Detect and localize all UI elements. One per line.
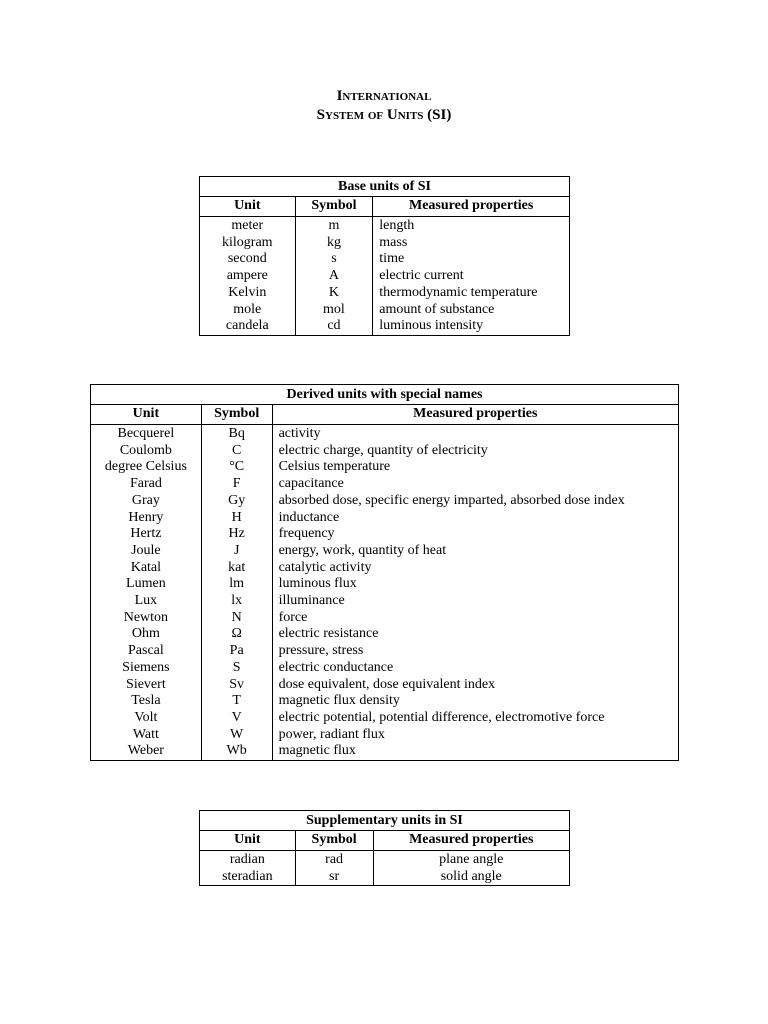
table-row xyxy=(200,302,570,319)
symbol-cell: Gy xyxy=(201,493,272,510)
property-cell: illuminance xyxy=(272,593,678,610)
column-header-properties: Measured properties xyxy=(272,405,678,425)
property-cell: electric charge, quantity of electricity xyxy=(272,443,678,460)
table-row xyxy=(200,251,570,268)
column-header-unit: Unit xyxy=(200,197,296,217)
table-row xyxy=(91,593,679,610)
column-header-unit: Unit xyxy=(200,831,296,851)
property-cell: capacitance xyxy=(272,476,678,493)
table-row xyxy=(91,543,679,560)
table-row xyxy=(91,743,679,760)
symbol-cell: W xyxy=(201,727,272,744)
symbol-cell: Bq xyxy=(201,425,272,443)
property-cell: plane angle xyxy=(373,851,570,869)
symbol-cell: lx xyxy=(201,593,272,610)
symbol-cell: °C xyxy=(201,459,272,476)
column-header-unit: Unit xyxy=(91,405,202,425)
table-row xyxy=(91,660,679,677)
property-cell: magnetic flux xyxy=(272,743,678,760)
table-row xyxy=(200,268,570,285)
unit-cell: Henry xyxy=(91,510,202,527)
property-cell: time xyxy=(373,251,570,268)
symbol-cell: H xyxy=(201,510,272,527)
unit-cell: degree Celsius xyxy=(91,459,202,476)
symbol-cell: F xyxy=(201,476,272,493)
unit-cell: candela xyxy=(200,318,296,335)
symbol-cell: Wb xyxy=(201,743,272,760)
symbol-cell: A xyxy=(295,268,373,285)
table-row xyxy=(91,493,679,510)
property-cell: pressure, stress xyxy=(272,643,678,660)
table-row xyxy=(91,610,679,627)
unit-cell: Hertz xyxy=(91,526,202,543)
property-cell: frequency xyxy=(272,526,678,543)
unit-cell: second xyxy=(200,251,296,268)
unit-cell: Lux xyxy=(91,593,202,610)
symbol-cell: K xyxy=(295,285,373,302)
property-cell: power, radiant flux xyxy=(272,727,678,744)
table-row xyxy=(91,693,679,710)
property-cell: length xyxy=(373,217,570,235)
property-cell: catalytic activity xyxy=(272,560,678,577)
symbol-cell: T xyxy=(201,693,272,710)
property-cell: luminous flux xyxy=(272,576,678,593)
table-row xyxy=(91,710,679,727)
property-cell: activity xyxy=(272,425,678,443)
symbol-cell: C xyxy=(201,443,272,460)
table-row xyxy=(200,285,570,302)
symbol-cell: S xyxy=(201,660,272,677)
unit-cell: Weber xyxy=(91,743,202,760)
table-row xyxy=(91,459,679,476)
unit-cell: radian xyxy=(200,851,296,869)
unit-cell: meter xyxy=(200,217,296,235)
property-cell: Celsius temperature xyxy=(272,459,678,476)
table-row xyxy=(91,510,679,527)
property-cell: luminous intensity xyxy=(373,318,570,335)
unit-cell: Newton xyxy=(91,610,202,627)
unit-cell: Farad xyxy=(91,476,202,493)
symbol-cell: Hz xyxy=(201,526,272,543)
symbol-cell: mol xyxy=(295,302,373,319)
property-cell: mass xyxy=(373,235,570,252)
table-caption: Supplementary units in SI xyxy=(200,811,570,831)
property-cell: amount of substance xyxy=(373,302,570,319)
property-cell: dose equivalent, dose equivalent index xyxy=(272,677,678,694)
base-units-table xyxy=(199,176,570,336)
table-row xyxy=(91,443,679,460)
table-row xyxy=(91,560,679,577)
unit-cell: Kelvin xyxy=(200,285,296,302)
table-row xyxy=(200,217,570,235)
unit-cell: Ohm xyxy=(91,626,202,643)
table-row xyxy=(200,235,570,252)
table-caption: Base units of SI xyxy=(200,177,570,197)
symbol-cell: kat xyxy=(201,560,272,577)
property-cell: electric resistance xyxy=(272,626,678,643)
table-row xyxy=(200,851,570,869)
symbol-cell: J xyxy=(201,543,272,560)
table-row xyxy=(91,643,679,660)
property-cell: thermodynamic temperature xyxy=(373,285,570,302)
symbol-cell: N xyxy=(201,610,272,627)
table-row xyxy=(91,476,679,493)
unit-cell: Volt xyxy=(91,710,202,727)
column-header-symbol: Symbol xyxy=(201,405,272,425)
table-row xyxy=(91,626,679,643)
symbol-cell: m xyxy=(295,217,373,235)
table-row xyxy=(200,869,570,886)
property-cell: electric conductance xyxy=(272,660,678,677)
table-row xyxy=(91,677,679,694)
title-line-1: International xyxy=(336,88,432,104)
title-line-2: System of Units (SI) xyxy=(316,107,452,123)
symbol-cell: cd xyxy=(295,318,373,335)
unit-cell: Becquerel xyxy=(91,425,202,443)
unit-cell: Lumen xyxy=(91,576,202,593)
symbol-cell: kg xyxy=(295,235,373,252)
symbol-cell: V xyxy=(201,710,272,727)
property-cell: magnetic flux density xyxy=(272,693,678,710)
table-row xyxy=(200,318,570,335)
symbol-cell: sr xyxy=(295,869,373,886)
property-cell: inductance xyxy=(272,510,678,527)
column-header-properties: Measured properties xyxy=(373,831,570,851)
column-header-properties: Measured properties xyxy=(373,197,570,217)
unit-cell: Watt xyxy=(91,727,202,744)
symbol-cell: Ω xyxy=(201,626,272,643)
table-caption: Derived units with special names xyxy=(91,385,679,405)
table-row xyxy=(91,727,679,744)
unit-cell: mole xyxy=(200,302,296,319)
unit-cell: Tesla xyxy=(91,693,202,710)
unit-cell: Pascal xyxy=(91,643,202,660)
table-row xyxy=(91,576,679,593)
unit-cell: Gray xyxy=(91,493,202,510)
unit-cell: steradian xyxy=(200,869,296,886)
symbol-cell: lm xyxy=(201,576,272,593)
column-header-symbol: Symbol xyxy=(295,831,373,851)
property-cell: electric current xyxy=(373,268,570,285)
table-row xyxy=(91,526,679,543)
symbol-cell: Sv xyxy=(201,677,272,694)
property-cell: energy, work, quantity of heat xyxy=(272,543,678,560)
derived-units-table xyxy=(90,384,679,761)
property-cell: electric potential, potential difference, electromotive force xyxy=(272,710,678,727)
property-cell: absorbed dose, specific energy imparted, absorbed dose index xyxy=(272,493,678,510)
unit-cell: kilogram xyxy=(200,235,296,252)
property-cell: solid angle xyxy=(373,869,570,886)
unit-cell: ampere xyxy=(200,268,296,285)
table-row xyxy=(91,425,679,443)
symbol-cell: rad xyxy=(295,851,373,869)
unit-cell: Sievert xyxy=(91,677,202,694)
column-header-symbol: Symbol xyxy=(295,197,373,217)
property-cell: force xyxy=(272,610,678,627)
unit-cell: Coulomb xyxy=(91,443,202,460)
page-title xyxy=(0,87,768,125)
unit-cell: Joule xyxy=(91,543,202,560)
symbol-cell: Pa xyxy=(201,643,272,660)
unit-cell: Katal xyxy=(91,560,202,577)
unit-cell: Siemens xyxy=(91,660,202,677)
symbol-cell: s xyxy=(295,251,373,268)
supplementary-units-table xyxy=(199,810,570,886)
